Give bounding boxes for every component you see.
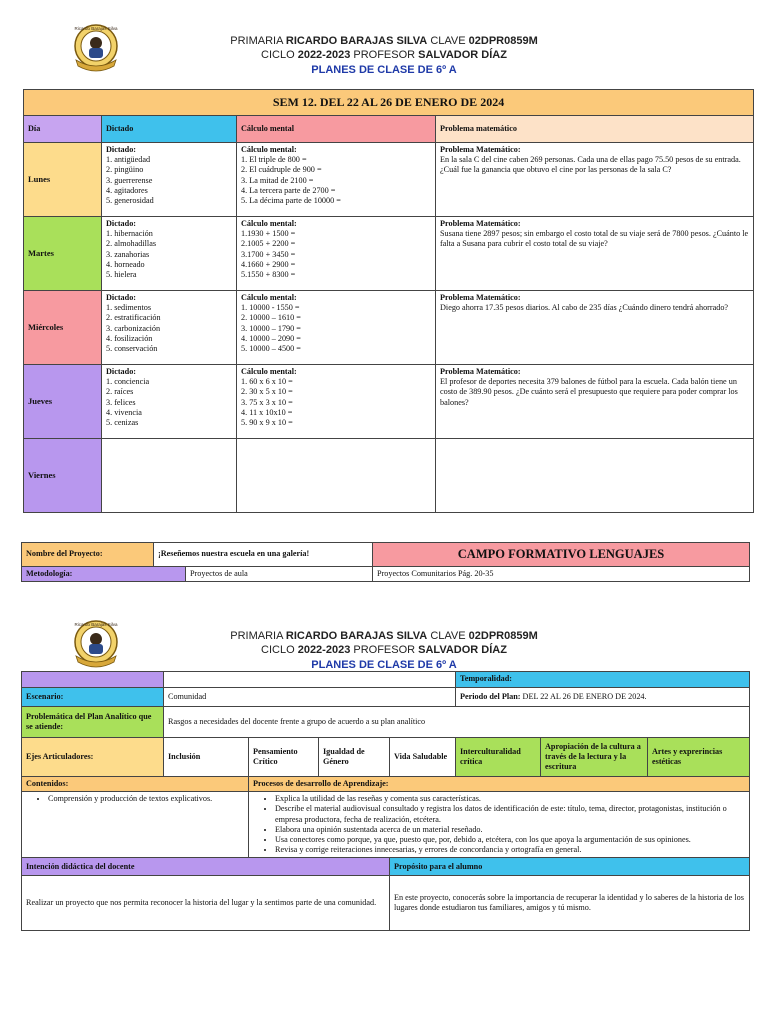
- problema-cell: [436, 439, 754, 513]
- proceso-item: • Elabora una opinión sustentada acerca de un material reseñado.: [275, 825, 745, 835]
- problema-cell: Problema Matemático: Susana tiene 2897 pesos; sin embargo el costo total de su viaje será de 7800 pesos. ¿Cuánto le falta a Susana para cubrir el costo total de su viaje?: [436, 217, 754, 291]
- dictado-cell: [102, 439, 237, 513]
- calculo-cell: [237, 439, 436, 513]
- header-line-1: PRIMARIA RICARDO BARAJAS SILVA CLAVE 02DPR0859M: [230, 35, 538, 47]
- problema-cell: Problema Matemático: El profesor de deportes necesita 379 balones de fútbol para la escuela. Cada balón tiene un costo de 389.90 pesos. ¿De cuánto será el presupuesto que requiere para poder comprar los balones?: [436, 365, 754, 439]
- project-table: [21, 542, 750, 582]
- metodologia-value: Proyectos de aula: [186, 567, 373, 582]
- header-line-2: CICLO 2022-2023 PROFESOR SALVADOR DÍAZ: [261, 644, 507, 656]
- proposito-label: Propósito para el alumno: [390, 858, 750, 876]
- contenidos-list: [22, 792, 249, 858]
- periodo-cell: Periodo del Plan: DEL 22 AL 26 DE ENERO DE 2024.: [456, 688, 750, 707]
- calculo-cell: Cálculo mental: 1. 10000 - 1550 = 2. 10000 – 1610 = 3. 10000 – 1790 = 4. 10000 – 2090 = 5. 10000 – 4500 =: [237, 291, 436, 365]
- problema-cell: Problema Matemático: Diego ahorra 17.35 pesos diarios. Al cabo de 235 días ¿Cuándo dinero tendrá ahorrado?: [436, 291, 754, 365]
- eje-item: Pensamiento Crítico: [249, 738, 319, 777]
- procesos-label: Procesos de desarrollo de Aprendizaje:: [249, 777, 750, 792]
- eje-item: Interculturalidad crítica: [456, 738, 541, 777]
- proposito-value: En este proyecto, conocerás sobre la importancia de recuperar la identidad y lo saberes de la historia de los lugares donde estudiaron tus familiares, amigos y tú mismo.: [390, 876, 750, 931]
- svg-text:Ricardo Barajas Silva: Ricardo Barajas Silva: [74, 26, 118, 31]
- proyectos-comunitarios: Proyectos Comunitarios Pág. 20-35: [373, 567, 750, 582]
- eje-item: Inclusión: [164, 738, 249, 777]
- problematica-value: Rasgos a necesidades del docente frente a grupo de acuerdo a su plan analítico: [164, 707, 750, 738]
- day-name: Miércoles: [24, 291, 102, 365]
- escenario-label: Escenario:: [22, 688, 164, 707]
- eje-item: Artes y exprerincias estéticas: [648, 738, 750, 777]
- project-name-label: Nombre del Proyecto:: [22, 543, 154, 567]
- blank-cell: [164, 672, 456, 688]
- dictado-cell: Dictado: 1. antigüedad 2. pingüino 3. guerrerense 4. agitadores 5. generosidad: [102, 143, 237, 217]
- project-name-value: ¡Reseñemos nuestra escuela en una galería!: [154, 543, 373, 567]
- contenido-item: • Comprensión y producción de textos explicativos.: [48, 794, 244, 804]
- header-line-2: CICLO 2022-2023 PROFESOR SALVADOR DÍAZ: [261, 49, 507, 61]
- dictado-cell: Dictado: 1. hibernación 2. almohadillas 3. zanahorias 4. horneado 5. hielera: [102, 217, 237, 291]
- calculo-cell: Cálculo mental: 1. 60 x 6 x 10 = 2. 30 x 5 x 10 = 3. 75 x 3 x 10 = 4. 11 x 10x10 = 5. 90 x 9 x 10 =: [237, 365, 436, 439]
- day-name: Lunes: [24, 143, 102, 217]
- problematica-label: Problemática del Plan Analítico que se atiende:: [22, 707, 164, 738]
- day-row: [24, 143, 754, 217]
- header-line-1: PRIMARIA RICARDO BARAJAS SILVA CLAVE 02DPR0859M: [230, 630, 538, 642]
- day-row: [24, 365, 754, 439]
- col-dia: Día: [24, 116, 102, 143]
- col-calculo: Cálculo mental: [237, 116, 436, 143]
- header-line-3: PLANES DE CLASE DE 6º A: [311, 659, 457, 671]
- eje-item: Igualdad de Género: [319, 738, 390, 777]
- plan-table: [21, 671, 750, 931]
- calculo-cell: Cálculo mental: 1. El triple de 800 = 2. El cuádruple de 900 = 3. La mitad de 2100 = 4. La tercera parte de 2700 = 5. La décima parte de 10000 =: [237, 143, 436, 217]
- temporalidad-label: Temporalidad:: [456, 672, 750, 688]
- proceso-item: • Revisa y corrige reiteraciones innecesarias, y errores de concordancia y ortografía en general.: [275, 845, 745, 855]
- escenario-value: Comunidad: [164, 688, 456, 707]
- day-name: Jueves: [24, 365, 102, 439]
- procesos-list: [249, 792, 750, 858]
- day-row: [24, 217, 754, 291]
- calculo-cell: Cálculo mental: 1.1930 + 1500 = 2.1005 + 2200 = 3.1700 + 3450 = 4.1660 + 2900 = 5.1550 + 8300 =: [237, 217, 436, 291]
- col-problema: Problema matemático: [436, 116, 754, 143]
- proceso-item: • Describe el material audiovisual consultado y registra los datos de identificación de este: título, tema, director, protagonistas, institución o empresa productora, fecha de realización, etcétera.: [275, 804, 745, 824]
- day-name: Viernes: [24, 439, 102, 513]
- campo-formativo: CAMPO FORMATIVO LENGUAJES: [373, 543, 750, 567]
- problema-cell: Problema Matemático: En la sala C del cine caben 269 personas. Cada una de ellas pago 75.50 pesos de su entrada. ¿Cuál fue la ganancia que obtuvo el cine por las personas de la sala C?: [436, 143, 754, 217]
- header-line-3: PLANES DE CLASE DE 6º A: [311, 64, 457, 76]
- intencion-label: Intención didáctica del docente: [22, 858, 390, 876]
- svg-text:Ricardo Barajas Silva: Ricardo Barajas Silva: [74, 622, 118, 627]
- blank-cell: [22, 672, 164, 688]
- week-title: SEM 12. DEL 22 AL 26 DE ENERO DE 2024: [24, 90, 754, 116]
- proceso-item: • Usa conectores como porque, ya que, puesto que, por, debido a, etcétera, con los que apoya la argumentación de sus opiniones.: [275, 835, 745, 845]
- day-row: [24, 439, 754, 513]
- eje-item: Vida Saludable: [390, 738, 456, 777]
- contenidos-label: Contenidos:: [22, 777, 249, 792]
- proceso-item: • Explica la utilidad de las reseñas y comenta sus características.: [275, 794, 745, 804]
- day-row: [24, 291, 754, 365]
- intencion-value: Realizar un proyecto que nos permita reconocer la historia del lugar y la sentimos parte de una comunidad.: [22, 876, 390, 931]
- dictado-cell: Dictado: 1. conciencia 2. raíces 3. felices 4. vivencia 5. cenizas: [102, 365, 237, 439]
- metodologia-label: Metodología:: [22, 567, 186, 582]
- eje-item: Apropiación de la cultura a través de la lectura y la escritura: [541, 738, 648, 777]
- col-dictado: Dictado: [102, 116, 237, 143]
- ejes-label: Ejes Articuladores:: [22, 738, 164, 777]
- day-name: Martes: [24, 217, 102, 291]
- week-table: [23, 89, 754, 513]
- dictado-cell: Dictado: 1. sedimentos 2. estratificación 3. carbonización 4. fosilización 5. conservación: [102, 291, 237, 365]
